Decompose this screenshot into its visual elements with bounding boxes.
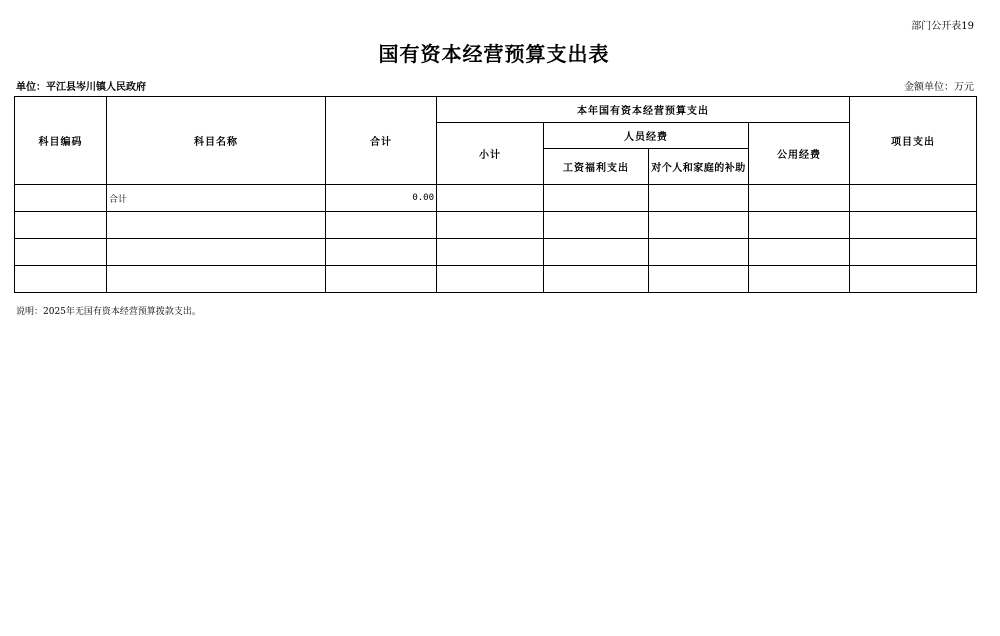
cell-wages-welfare [544,266,649,293]
header-personnel-group: 人员经费 [544,123,749,149]
cell-project-expenditure [850,185,977,212]
header-total: 合计 [326,97,437,185]
footnote: 说明：2025年无国有资本经营预算拨款支出。 [16,307,201,317]
cell-project-expenditure [850,239,977,266]
cell-total [326,266,437,293]
amount-unit-label: 金额单位：万元 [904,82,974,93]
header-wages-welfare: 工资福利支出 [544,149,649,185]
cell-total [326,239,437,266]
cell-name [107,266,326,293]
header-individual-family-subsidy: 对个人和家庭的补助 [649,149,749,185]
unit-label: 单位：平江县岑川镇人民政府 [16,82,146,93]
table-row [15,239,977,266]
table-row [15,185,977,212]
budget-table [14,96,977,293]
cell-wages-welfare [544,212,649,239]
cell-name: 合计 [107,185,326,212]
cell-wages-welfare [544,185,649,212]
cell-code [15,185,107,212]
header-current-year-group: 本年国有资本经营预算支出 [437,97,850,123]
cell-subtotal [437,185,544,212]
cell-individual-family-subsidy [649,185,749,212]
cell-individual-family-subsidy [649,239,749,266]
cell-subtotal [437,212,544,239]
cell-individual-family-subsidy [649,212,749,239]
cell-project-expenditure [850,266,977,293]
cell-public-funds [749,239,850,266]
cell-wages-welfare [544,239,649,266]
cell-public-funds [749,212,850,239]
page-title: 国有资本经营预算支出表 [378,42,610,66]
page-number-label: 部门公开表19 [911,21,974,32]
cell-name [107,239,326,266]
cell-individual-family-subsidy [649,266,749,293]
cell-project-expenditure [850,212,977,239]
cell-public-funds [749,185,850,212]
cell-total [326,212,437,239]
cell-subtotal [437,266,544,293]
header-public-funds: 公用经费 [749,123,850,185]
header-row-1 [15,97,977,123]
cell-code [15,212,107,239]
cell-code [15,239,107,266]
cell-code [15,266,107,293]
cell-public-funds [749,266,850,293]
cell-name [107,212,326,239]
cell-total: 0.00 [326,185,437,212]
cell-subtotal [437,239,544,266]
header-subtotal: 小计 [437,123,544,185]
table-row [15,266,977,293]
header-code: 科目编码 [15,97,107,185]
header-project-expenditure: 项目支出 [850,97,977,185]
table-row [15,212,977,239]
unit-row [16,78,974,92]
header-name: 科目名称 [107,97,326,185]
